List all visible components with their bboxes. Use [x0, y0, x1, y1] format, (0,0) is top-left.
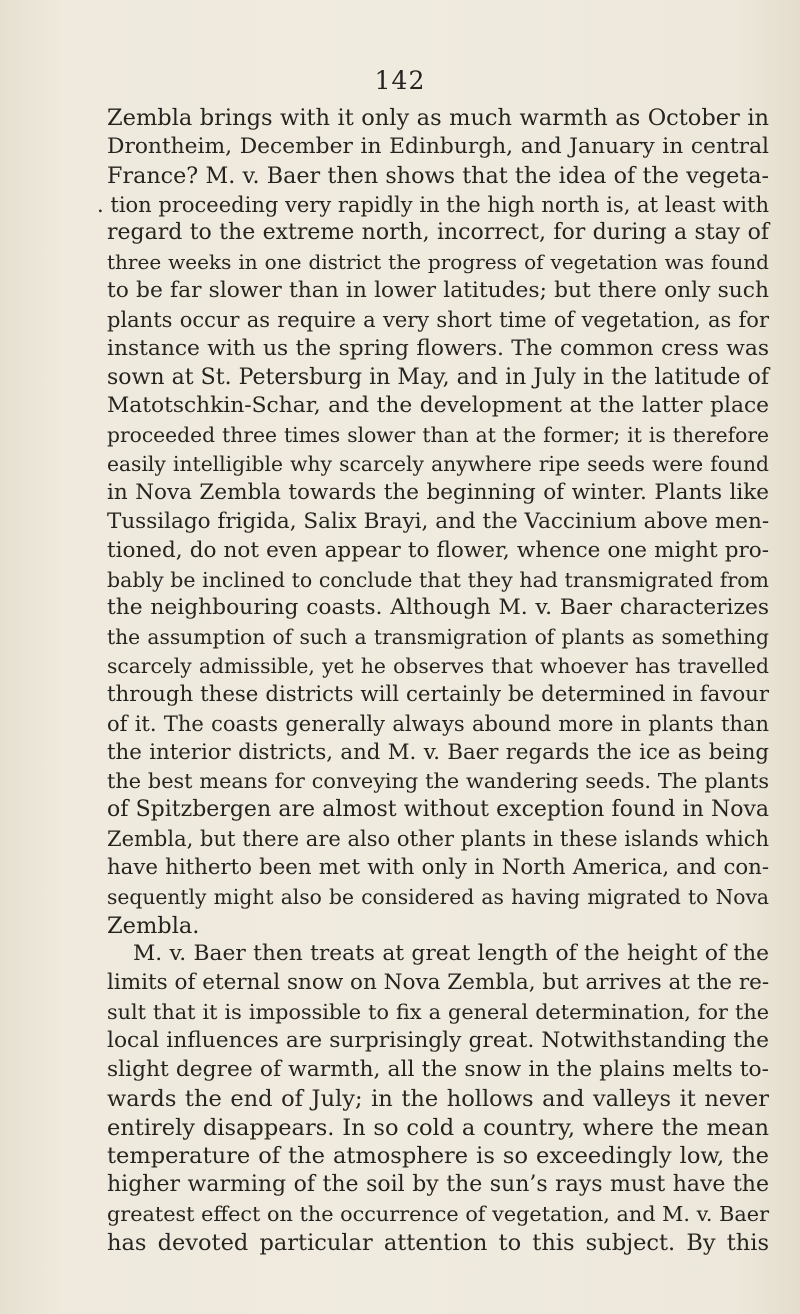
text-line: Zembla, but there are also other plants in these islands which — [107, 827, 769, 852]
text-line: scarcely admissible, yet he observes that whoever has travelled — [107, 654, 769, 679]
body-text — [97, 104, 770, 1258]
text-line: plants occur as require a very short time of vegetation, as for — [107, 307, 769, 332]
text-line: bably be inclined to conclude that they had transmigrated from — [107, 567, 769, 592]
text-line: Drontheim, December in Edinburgh, and January in central — [107, 133, 769, 159]
text-line: limits of eternal snow on Nova Zembla, but arrives at the re- — [107, 970, 770, 996]
text-line: instance with us the spring flowers. The common cress was — [107, 335, 769, 361]
text-line: easily intelligible why scarcely anywhere ripe seeds were found — [107, 452, 769, 477]
text-line: wards the end of July; in the hollows and valleys it never — [107, 1085, 769, 1112]
text-line: sequently might also be considered as having migrated to Nova — [107, 884, 769, 909]
text-line: sown at St. Petersburg in May, and in July in the latitude of — [107, 364, 769, 390]
text-line: sult that it is impossible to fix a general determination, for the — [107, 1000, 769, 1025]
text-line: the best means for conveying the wandering seeds. The plants — [107, 769, 769, 794]
text-line: Zembla brings with it only as much warmth as October in — [107, 105, 769, 131]
text-line: . tion proceeding very rapidly in the high north is, at least with — [97, 192, 769, 217]
text-line: the neighbouring coasts. Although M. v. Baer characterizes — [107, 595, 769, 621]
text-line: Zembla. — [107, 912, 200, 939]
text-line: entirely disappears. In so cold a country, where the mean — [107, 1114, 769, 1141]
text-line: tioned, do not even appear to flower, whence one might pro- — [107, 537, 769, 563]
text-line: higher warming of the soil by the sun’s rays must have the — [107, 1172, 769, 1198]
text-line: have hitherto been met with only in North America, and con- — [107, 854, 769, 880]
text-line: proceeded three times slower than at the former; it is therefore — [107, 423, 769, 448]
page-number: 142 — [374, 66, 426, 95]
text-line: local influences are surprisingly great. Notwithstanding the — [107, 1028, 769, 1053]
text-line: M. v. Baer then treats at great length of the height of the — [133, 941, 769, 967]
text-line: France? M. v. Baer then shows that the idea of the vegeta- — [107, 162, 769, 189]
text-line: Tussilago frigida, Salix Brayi, and the Vaccinium above men- — [107, 508, 770, 534]
text-line: has devoted particular attention to this subject. By this — [107, 1229, 769, 1256]
text-line: three weeks in one district the progress of vegetation was found — [107, 250, 769, 275]
text-line: to be far slower than in lower latitudes; but there only such — [107, 278, 769, 304]
text-line: the interior districts, and M. v. Baer regards the ice as being — [107, 739, 769, 765]
text-line: the assumption of such a transmigration of plants as something — [107, 625, 769, 650]
text-line: temperature of the atmosphere is so exceedingly low, the — [107, 1143, 769, 1170]
text-line: through these districts will certainly be determined in favour — [107, 681, 769, 707]
text-line: greatest effect on the occurrence of vegetation, and M. v. Baer — [107, 1202, 769, 1227]
text-line: Matotschkin-Schar, and the development at the latter place — [107, 393, 769, 419]
text-line: slight degree of warmth, all the snow in the plains melts to- — [107, 1056, 769, 1082]
text-line: of it. The coasts generally always abound more in plants than — [107, 711, 769, 736]
text-line: of Spitzbergen are almost without exception found in Nova — [107, 797, 769, 823]
text-line: in Nova Zembla towards the beginning of winter. Plants like — [107, 479, 769, 505]
text-line: regard to the extreme north, incorrect, for during a stay of — [107, 220, 769, 246]
